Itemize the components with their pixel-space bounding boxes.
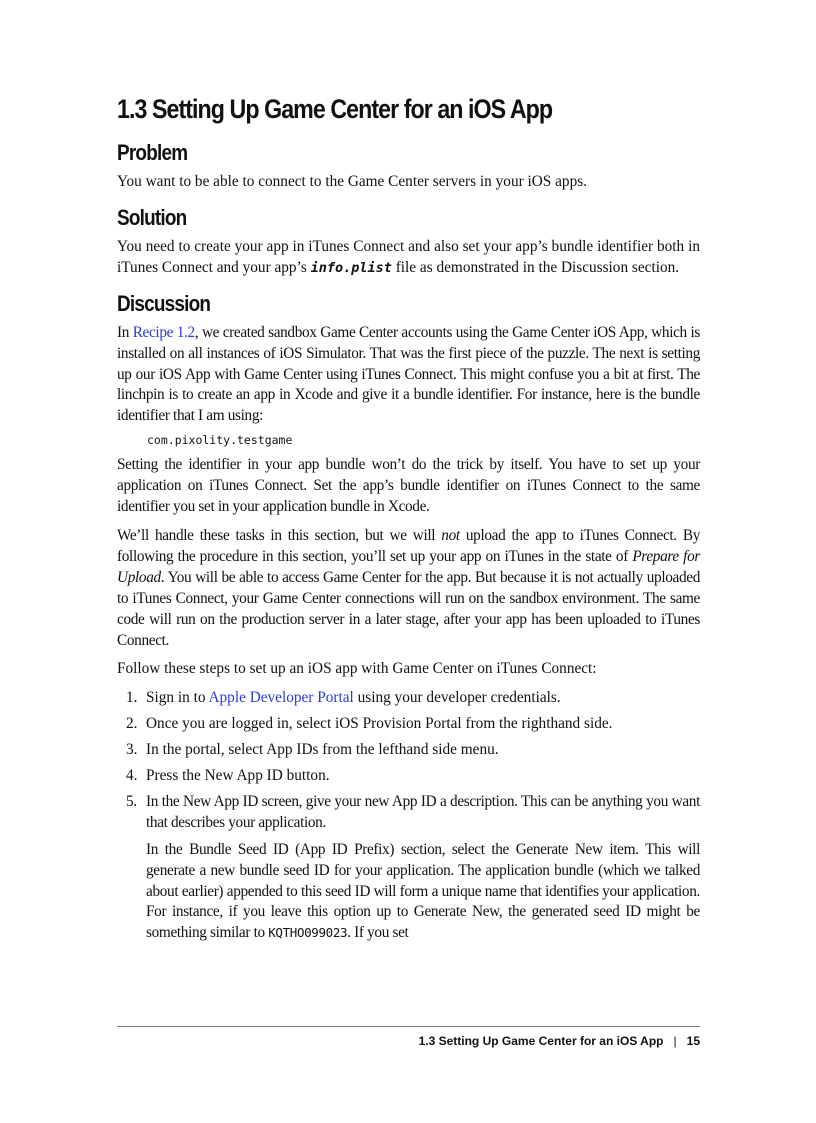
discussion-heading: Discussion bbox=[117, 290, 211, 316]
list-item-continuation: In the Bundle Seed ID (App ID Prefix) section, select the Generate New item. This will generate a new bundle seed ID for your application. The application bundle (which we talked about earlier) appended to this seed ID will form a unique name that identifies your application. For instance, if you leave this option up to Generate New, the generated seed ID might be something similar to KQTHO099023. If you set bbox=[146, 840, 700, 942]
setup-steps-list bbox=[117, 688, 700, 944]
page-footer bbox=[117, 1034, 700, 1048]
footer-separator: | bbox=[673, 1034, 677, 1048]
apple-developer-portal-link[interactable]: Apple Developer Portal bbox=[208, 689, 354, 707]
discussion-paragraph-3: We’ll handle these tasks in this section, but we will not upload the app to iTunes Connect. By following the procedure in this section, you’ll set up your app on iTunes in the state of Prepare for Upload. You will be able to access Game Center for the app. But because it is not actually uploaded to iTunes Connect, your Game Center connections will run on the sandbox environment. The same code will run on the production server in a later stage, after your app has been uploaded to iTunes Connect. bbox=[117, 526, 700, 649]
list-item: 4. Press the New App ID button. bbox=[126, 767, 330, 785]
recipe-1-2-link[interactable]: Recipe 1.2 bbox=[132, 323, 195, 341]
list-item: 2. Once you are logged in, select iOS Provision Portal from the righthand side. bbox=[126, 715, 613, 733]
footer-divider bbox=[117, 1026, 700, 1027]
problem-heading: Problem bbox=[117, 140, 188, 165]
problem-text: You want to be able to connect to the Game Center servers in your iOS apps. bbox=[117, 173, 587, 190]
discussion-paragraph-4: Follow these steps to set up an iOS app with Game Center on iTunes Connect: bbox=[117, 660, 597, 678]
list-item: 3. In the portal, select App IDs from the lefthand side menu. bbox=[126, 741, 499, 759]
solution-text: You need to create your app in iTunes Connect and also set your app’s bundle identifier both in iTunes Connect and your app’s info.plist file as demonstrated in the Discussion section. bbox=[117, 237, 700, 276]
running-title: 1.3 Setting Up Game Center for an iOS App bbox=[418, 1034, 664, 1048]
discussion-paragraph-1: In Recipe 1.2, we created sandbox Game Center accounts using the Game Center iOS App, which is installed on all instances of iOS Simulator. That was the first piece of the puzzle. The next is setting up our iOS App with Game Center using iTunes Connect. This might confuse you a bit at first. The linchpin is to create an app in Xcode and give it a bundle identifier. For instance, here is the bundle identifier that I am using: bbox=[117, 323, 700, 425]
bundle-identifier-code: com.pixolity.testgame bbox=[147, 433, 293, 448]
chapter-title: 1.3 Setting Up Game Center for an iOS App bbox=[117, 94, 553, 124]
page-body bbox=[117, 92, 700, 944]
plist-filename: info.plist bbox=[310, 259, 392, 276]
list-item: 5. In the New App ID screen, give your new App ID a description. This can be anything you want that describes your application. bbox=[126, 792, 700, 831]
discussion-paragraph-2: Setting the identifier in your app bundle won’t do the trick by itself. You have to set up your application on iTunes Connect. Set the app’s bundle identifier on iTunes Connect to the same identifier you set in your application bundle in Xcode. bbox=[117, 456, 700, 516]
solution-heading: Solution bbox=[117, 204, 187, 230]
seed-id-code: KQTHO099023 bbox=[268, 925, 348, 941]
list-item: 1. Sign in to Apple Developer Portal using your developer credentials. bbox=[126, 689, 561, 707]
page-number: 15 bbox=[686, 1034, 700, 1048]
